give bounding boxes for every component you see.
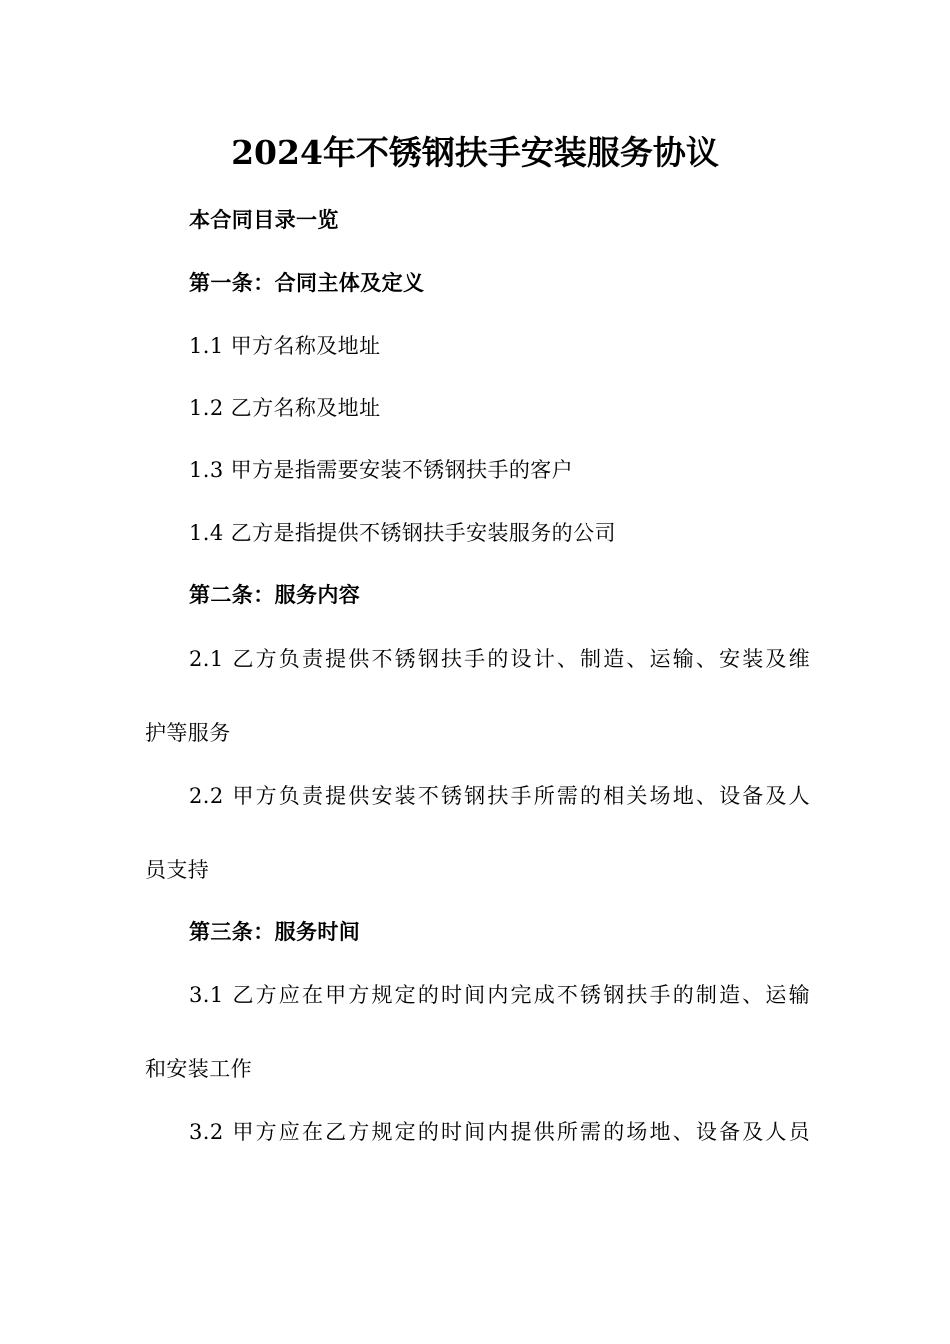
clause-2-2-line1: 2.2 甲方负责提供安装不锈钢扶手所需的相关场地、设备及人 xyxy=(189,784,810,808)
clause-2-2-line2: 员支持 xyxy=(145,858,210,882)
toc-heading: 本合同目录一览 xyxy=(189,207,339,232)
section-heading-3: 第三条：服务时间 xyxy=(189,919,361,944)
clause-1-4: 1.4 乙方是指提供不锈钢扶手安装服务的公司 xyxy=(189,521,616,545)
section-heading-1: 第一条：合同主体及定义 xyxy=(189,270,425,295)
clause-3-1-line2: 和安装工作 xyxy=(145,1057,252,1081)
clause-1-3: 1.3 甲方是指需要安装不锈钢扶手的客户 xyxy=(189,458,574,482)
clause-3-1-line1: 3.1 乙方应在甲方规定的时间内完成不锈钢扶手的制造、运输 xyxy=(189,983,810,1007)
clause-1-2: 1.2 乙方名称及地址 xyxy=(189,396,381,420)
document-title: 2024年不锈钢扶手安装服务协议 xyxy=(231,133,719,172)
section-heading-2: 第二条：服务内容 xyxy=(189,582,361,607)
clause-3-2-line1: 3.2 甲方应在乙方规定的时间内提供所需的场地、设备及人员 xyxy=(189,1120,810,1144)
clause-2-1-line1: 2.1 乙方负责提供不锈钢扶手的设计、制造、运输、安装及维 xyxy=(189,647,810,671)
clause-1-1: 1.1 甲方名称及地址 xyxy=(189,334,381,358)
clause-2-1-line2: 护等服务 xyxy=(145,721,231,745)
